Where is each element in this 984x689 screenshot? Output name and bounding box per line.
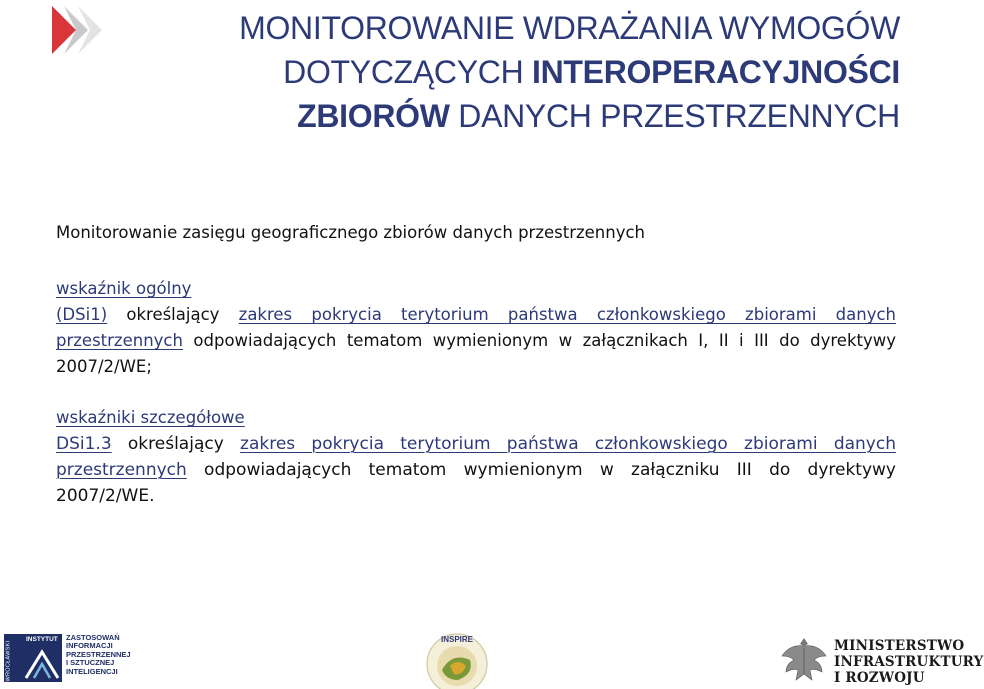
detailed-indicator-text: DSi1.3 określający zakres pokrycia terytorium państwa członkowskiego zbiorami danych przestrzennych odpowiadających tematom wymienionym w załączniku III do dyrektywy 2007/2/WE. bbox=[56, 434, 896, 506]
section-subtitle: Monitorowanie zasięgu geograficznego zbiorów danych przestrzennych bbox=[56, 223, 646, 242]
institute-logo-box: INSTYTUT WROCŁAWSKI bbox=[4, 634, 62, 682]
general-indicator-text: (DSi1) określający zakres pokrycia terytorium państwa członkowskiego zbiorami danych przestrzennych odpowiadających tematom wymienionym w załącznikach I, II i III do dyrektywy 2007/2/WE; bbox=[56, 305, 896, 376]
ministry-name: MINISTERSTWO INFRASTRUKTURY I ROZWOJU bbox=[834, 638, 984, 686]
inspire-label: INSPIRE bbox=[440, 635, 474, 644]
ministry-logo bbox=[772, 632, 984, 689]
indicator-highlight: zakres pokrycia terytorium państwa członkowskiego zbiorami danych przestrzennych bbox=[56, 305, 896, 350]
indicator-code: DSi1.3 bbox=[56, 434, 112, 454]
detailed-indicator-block bbox=[56, 405, 896, 509]
title-line-3: ZBIORÓW DANYCH PRZESTRZENNYCH bbox=[297, 98, 900, 134]
title-line-2: DOTYCZĄCYCH INTEROPERACYJNOŚCI bbox=[283, 54, 900, 90]
institute-emblem-icon bbox=[24, 648, 60, 680]
inspire-badge-logo bbox=[412, 626, 502, 689]
indicator-code: (DSi1) bbox=[56, 305, 108, 324]
institute-logo bbox=[0, 632, 140, 689]
detailed-indicator-label: wskaźniki szczegółowe bbox=[56, 408, 245, 427]
institute-name: ZASTOSOWAŃ INFORMACJI PRZESTRZENNEJ I SZTUCZNEJ INTELIGENCJI bbox=[66, 633, 131, 676]
general-indicator-label: wskaźnik ogólny bbox=[56, 279, 192, 298]
eagle-emblem-icon bbox=[780, 634, 828, 686]
page-title bbox=[239, 6, 900, 138]
general-indicator-block bbox=[56, 276, 896, 380]
logo-triangle-red bbox=[52, 6, 76, 54]
title-line-1: MONITOROWANIE WDRAŻANIA WYMOGÓW bbox=[239, 10, 900, 46]
presentation-logo-mark bbox=[50, 4, 114, 56]
indicator-highlight: zakres pokrycia terytorium państwa członkowskiego zbiorami danych przestrzennych bbox=[56, 434, 896, 480]
